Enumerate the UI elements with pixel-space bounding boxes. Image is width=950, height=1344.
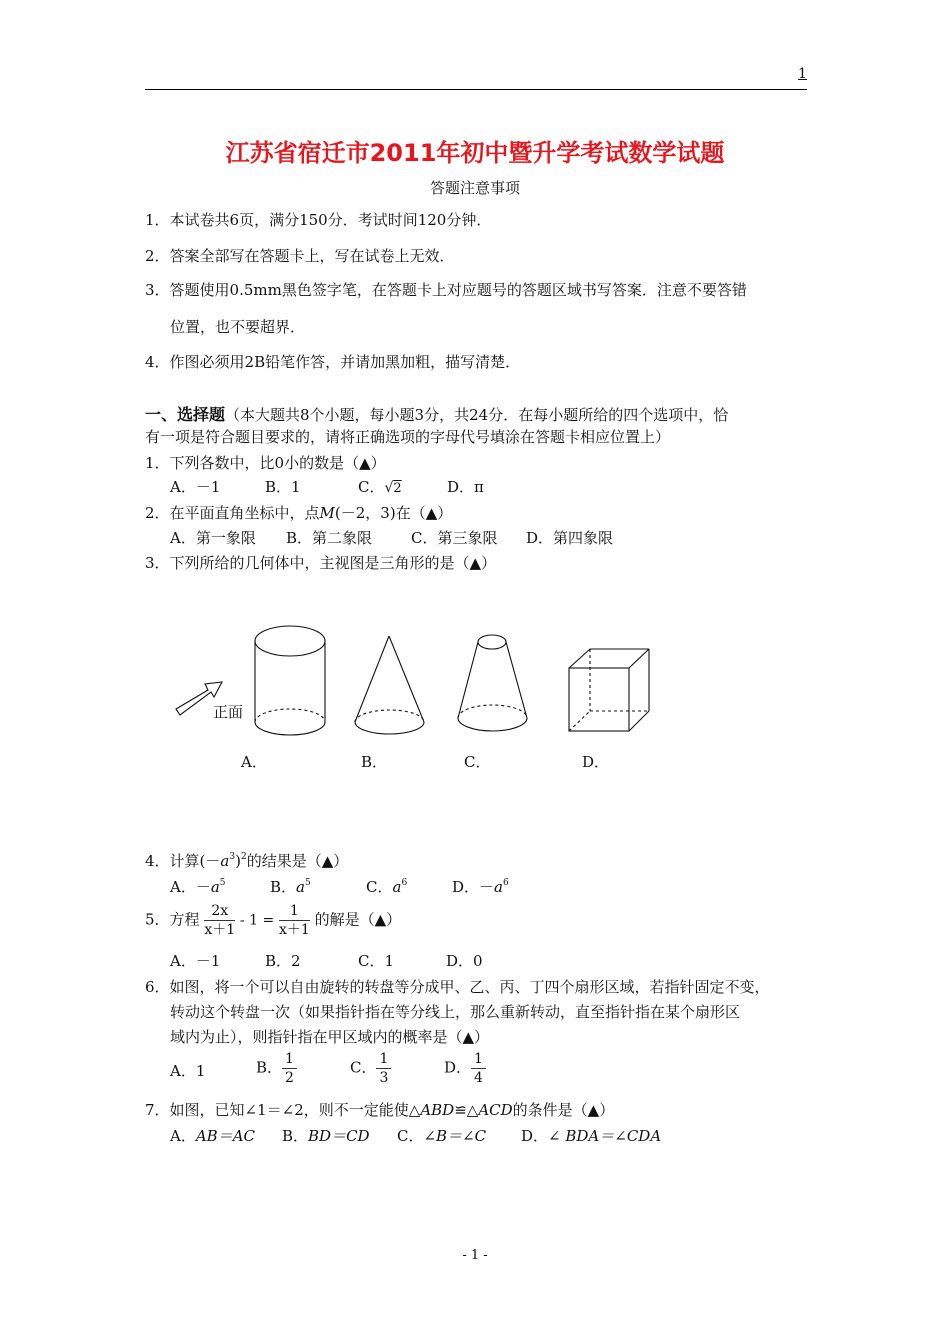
q5-stem-pre: 5．方程 [145,910,200,929]
q3-front-label: 正面 [213,703,244,721]
q4-exp1: 3 [229,852,236,862]
frustum-icon [458,635,527,731]
q5-fraction-1 [204,902,235,939]
q1-option-d: D．π [447,478,484,496]
q6-d-den: 4 [474,1070,483,1086]
q7-option-b [282,1125,370,1146]
cylinder-icon [255,626,325,735]
q4-c-var: a [392,878,402,896]
q5-option-b: B．2 [265,952,301,970]
page-footer: - 1 - [462,1248,488,1263]
q6-d-num: 1 [471,1050,486,1069]
q4-var: a [220,852,230,870]
q7-s-mid: ≌△ [454,1101,479,1119]
q5-stem [145,902,401,939]
q5-minus-one: - 1 = [239,912,275,929]
q4-c-exp: 6 [401,878,408,888]
q2-stem-post: (－2，3)在（▲） [334,504,453,522]
q7-s2: ACD [478,1101,513,1119]
q4-a-exp: 5 [219,878,226,888]
q6-c-den: 3 [379,1070,389,1086]
notice-item-1: 1．本试卷共6页，满分150分．考试时间120分钟． [145,211,492,229]
q1-stem: 1．下列各数中，比0小的数是（▲） [145,454,386,472]
q7-stem-post: 的条件是（▲） [512,1101,615,1119]
q5-f2-num: 1 [279,902,310,921]
q4-stem-pre: 4．计算(－ [145,852,221,870]
q6-option-a: A．1 [170,1062,206,1080]
q5-f1-den: x＋1 [204,922,236,938]
q7-option-d [521,1125,661,1146]
q1-option-c-value: 2 [393,481,402,496]
q4-d-exp: 6 [502,878,509,888]
q3-label-a: A． [241,753,267,771]
q7-option-a [170,1125,255,1146]
q4-d-pre: D．－ [452,878,495,896]
q6-option-b [256,1050,297,1087]
q6-stem-line-3: 域内为止），则指针指在甲区域内的概率是（▲） [170,1028,490,1046]
q2-stem-var: M [319,504,335,522]
q6-d-label: D． [444,1058,472,1077]
q7-b-text: BD＝CD [308,1127,370,1145]
q7-stem [145,1099,614,1120]
q5-fraction-2 [279,902,310,939]
q6-b-num: 1 [282,1050,297,1069]
q4-d-var: a [494,878,503,896]
q4-stem-post: 的结果是（▲） [246,852,349,870]
q7-d-text: BDA＝∠CDA [565,1127,662,1145]
notice-heading: 答题注意事项 [429,179,520,197]
q4-stem: 4．计算$(-a^3)^2$的结果是（▲） [145,852,349,870]
q4-a-pre: A．－ [170,878,211,896]
q7-option-c [397,1125,486,1146]
q5-option-a: A．－1 [170,952,221,970]
q2-option-c: C．第三象限 [411,529,498,547]
q5-option-c: C．1 [358,952,395,970]
q4-b-var: a [296,878,305,896]
q2-option-b: B．第二象限 [286,529,373,547]
q6-d-fraction [471,1050,486,1087]
q3-label-b: B． [361,753,388,771]
cube-icon [569,649,649,731]
cone-icon [355,636,424,734]
q4-exp2: 2 [240,852,247,862]
notice-item-4: 4．作图必须用2B铅笔作答，并请加黑加粗，描写清楚． [145,353,521,371]
q6-c-num: 1 [376,1050,391,1069]
section-1-title: 一、选择题 [145,405,226,424]
page-title: 江苏省宿迁市2011年初中暨升学考试数学试题 [225,139,725,167]
q7-stem-pre: 7．如图，已知∠1＝∠2，则不一定能使△ [145,1101,421,1119]
q3-label-d: D． [582,753,610,771]
q7-b-pre: B． [282,1127,309,1145]
q5-f1-num: 2x [204,902,235,921]
sqrt-symbol: √ [384,480,394,496]
q4-option-a [170,876,226,897]
q5-option-d: D．0 [446,952,483,970]
q2-stem-pre: 2．在平面直角坐标中，点 [145,504,320,522]
q4-option-d [452,876,509,897]
q7-d-pre: D．∠ [521,1127,566,1145]
q6-b-label: B． [256,1058,283,1077]
q6-c-label: C． [350,1058,377,1077]
q6-b-fraction [282,1050,297,1087]
q6-option-c [350,1050,391,1087]
q1-option-b: B．1 [265,478,301,496]
q4-a-var: a [210,878,220,896]
q6-b-den: 2 [285,1070,294,1086]
notice-item-3-cont: 位置，也不要超界． [170,318,306,336]
q6-c-fraction [376,1050,391,1087]
q2-option-a: A．第一象限 [170,529,256,547]
q4-option-b [270,876,311,897]
q3-stem: 3．下列所给的几何体中，主视图是三角形的是（▲） [145,554,497,572]
q7-c-pre: C．∠ [397,1127,437,1145]
q1-option-a: A．－1 [170,478,221,496]
q4-c-pre: C． [366,878,393,896]
q7-a-text: AB＝AC [195,1127,256,1145]
q4-b-pre: B． [270,878,297,896]
q4-option-c [366,876,407,897]
section-1-desc: （本大题共8个小题，每小题3分，共24分．在每小题所给的四个选项中，恰 [225,406,729,424]
q6-stem-line-1: 6．如图，将一个可以自由旋转的转盘等分成甲、乙、丙、丁四个扇形区域，若指针固定不变， [145,978,770,996]
q7-a-pre: A． [170,1127,196,1145]
notice-item-2: 2．答案全部写在答题卡上，写在试卷上无效． [145,247,455,265]
q5-stem-post: 的解是（▲） [314,910,402,929]
q7-s1: ABD [420,1101,455,1119]
q7-c-text: B＝∠C [436,1127,487,1145]
notice-item-3: 3．答题使用0.5mm黑色签字笔，在答题卡上对应题号的答题区域书写答案．注意不要答错 [145,281,747,299]
q4-b-exp: 5 [304,878,311,888]
q2-option-d: D．第四象限 [526,529,614,547]
header-page-number: 1 [798,66,807,82]
q5-f2-den: x＋1 [278,922,310,938]
q6-stem-line-2: 转动这个转盘一次（如果指针指在等分线上，那么重新转动，直至指针指在某个扇形区 [170,1003,741,1021]
q6-option-d [444,1050,486,1087]
q1-option-c-label: C． [358,478,385,496]
q3-label-c: C． [464,753,491,771]
section-1-desc-cont: 有一项是符合题目要求的，请将正确选项的字母代号填涂在答题卡相应位置上） [145,428,671,446]
